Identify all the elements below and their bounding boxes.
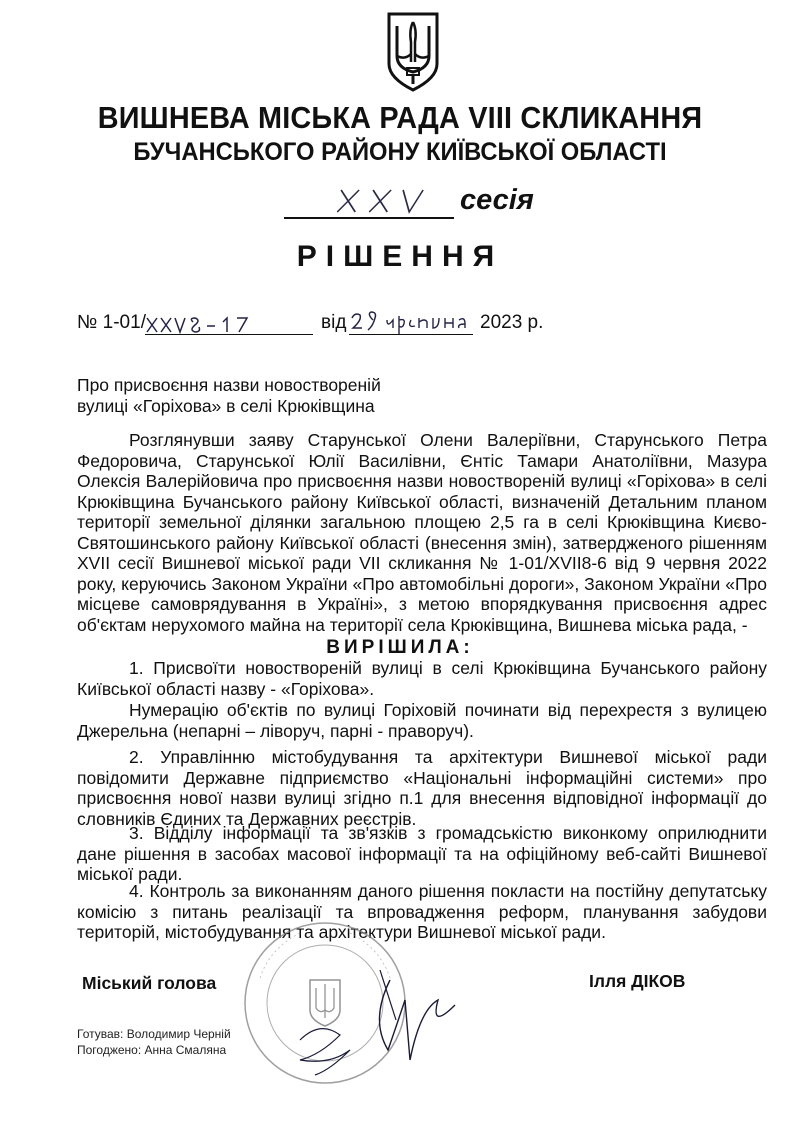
signature-position: Міський голова <box>82 973 217 993</box>
item-1-text: 1. Присвоїти новоствореній вулиці в селі Крюківщина Бучанського району Київської області назву - «Горіхова». <box>77 658 767 699</box>
decision-subject <box>77 375 381 417</box>
mayor-signature <box>270 960 490 1080</box>
item-2-text: 2. Управлінню містобудування та архітектури Вишневої міської ради повідомити Державне підприємство «Національні інформаційні системи» про присвоєння нової назви вулиці згідно п.1 для внесення відповідної інформації до словників Єдиних та Державних реєстрів. <box>77 747 767 829</box>
subject-line-1: Про присвоєння назви новоствореній <box>77 375 381 395</box>
item-4-text: 4. Контроль за виконанням даного рішення покласти на постійну депутатську комісію з питань реалізації та впровадження реформ, планування забудови територій, містобудування та архітектури Вишневої міської ради. <box>77 881 767 942</box>
date-from-label: від <box>321 312 347 333</box>
prepared-by: Готував: Володимир Черній <box>77 1027 231 1041</box>
item-1-numbering <box>77 700 767 741</box>
item-3-text: 3. Відділу інформації та зв'язків з громадськістю виконкому оприлюднити дане рішення в засобах масової інформації та на офіційному веб-сайті Вишневої міської ради. <box>77 823 767 884</box>
doc-date-handwriting <box>349 308 477 336</box>
doc-year: 2023 р. <box>480 312 544 333</box>
subject-line-2: вулиці «Горіхова» в селі Крюківщина <box>77 396 375 416</box>
session-line <box>280 182 640 222</box>
preamble-text: Розглянувши заяву Старунської Олени Валеріївни, Старунського Петра Федоровича, Старунської Юлії Василівни, Єнтіс Тамари Анатоліївни, Мазура Олексія Валерійовича про присвоєння назви новоствореній вулиці «Горіхова» в селі Крюківщина Бучанського району Київської області, визначеній Детальним планом території земельної ділянки загальною площею 2,5 га в селі Крюківщина Києво-Святошинського району Київської області (внесення змін), затвердженого рішенням XVII сесії Вишневої міської ради VII скликання № 1-01/XVII8-6 від 9 червня 2022 року, керуючись Законом України «Про автомобільні дороги», Законом України «Про місцеве самоврядування в Україні», з метою впорядкування присвоєння адрес об'єктам нерухомого майна на території села Крюківщина, Вишнева міська рада, - <box>77 430 767 635</box>
item-1-numbering-text: Нумерацію об'єктів по вулиці Горіховій починати від перехрестя з вулицею Джерельна (непарні – ліворуч, парні - праворуч). <box>77 700 767 741</box>
doc-number-underline <box>145 334 313 335</box>
session-label: сесія <box>460 184 534 216</box>
preamble-paragraph <box>77 430 767 635</box>
document-type-title: РІШЕННЯ <box>296 240 504 273</box>
session-number-handwriting <box>331 182 458 222</box>
doc-date-underline <box>349 334 473 335</box>
resolved-heading: ВИРІШИЛА: <box>326 637 474 658</box>
signatory-name: Ілля ДІКОВ <box>589 971 686 991</box>
item-4 <box>77 881 767 943</box>
trident-coat-of-arms-icon <box>385 12 441 92</box>
item-2 <box>77 747 767 829</box>
item-1 <box>77 658 767 699</box>
item-3 <box>77 823 767 885</box>
district-title: БУЧАНСЬКОГО РАЙОНУ КИЇВСЬКОЇ ОБЛАСТІ <box>133 138 667 166</box>
agreed-by: Погоджено: Анна Смаляна <box>77 1043 227 1057</box>
council-title: ВИШНЕВА МІСЬКА РАДА VIII СКЛИКАННЯ <box>97 100 703 135</box>
document-number-line <box>77 312 717 346</box>
doc-number-prefix: № 1-01/ <box>77 312 146 333</box>
